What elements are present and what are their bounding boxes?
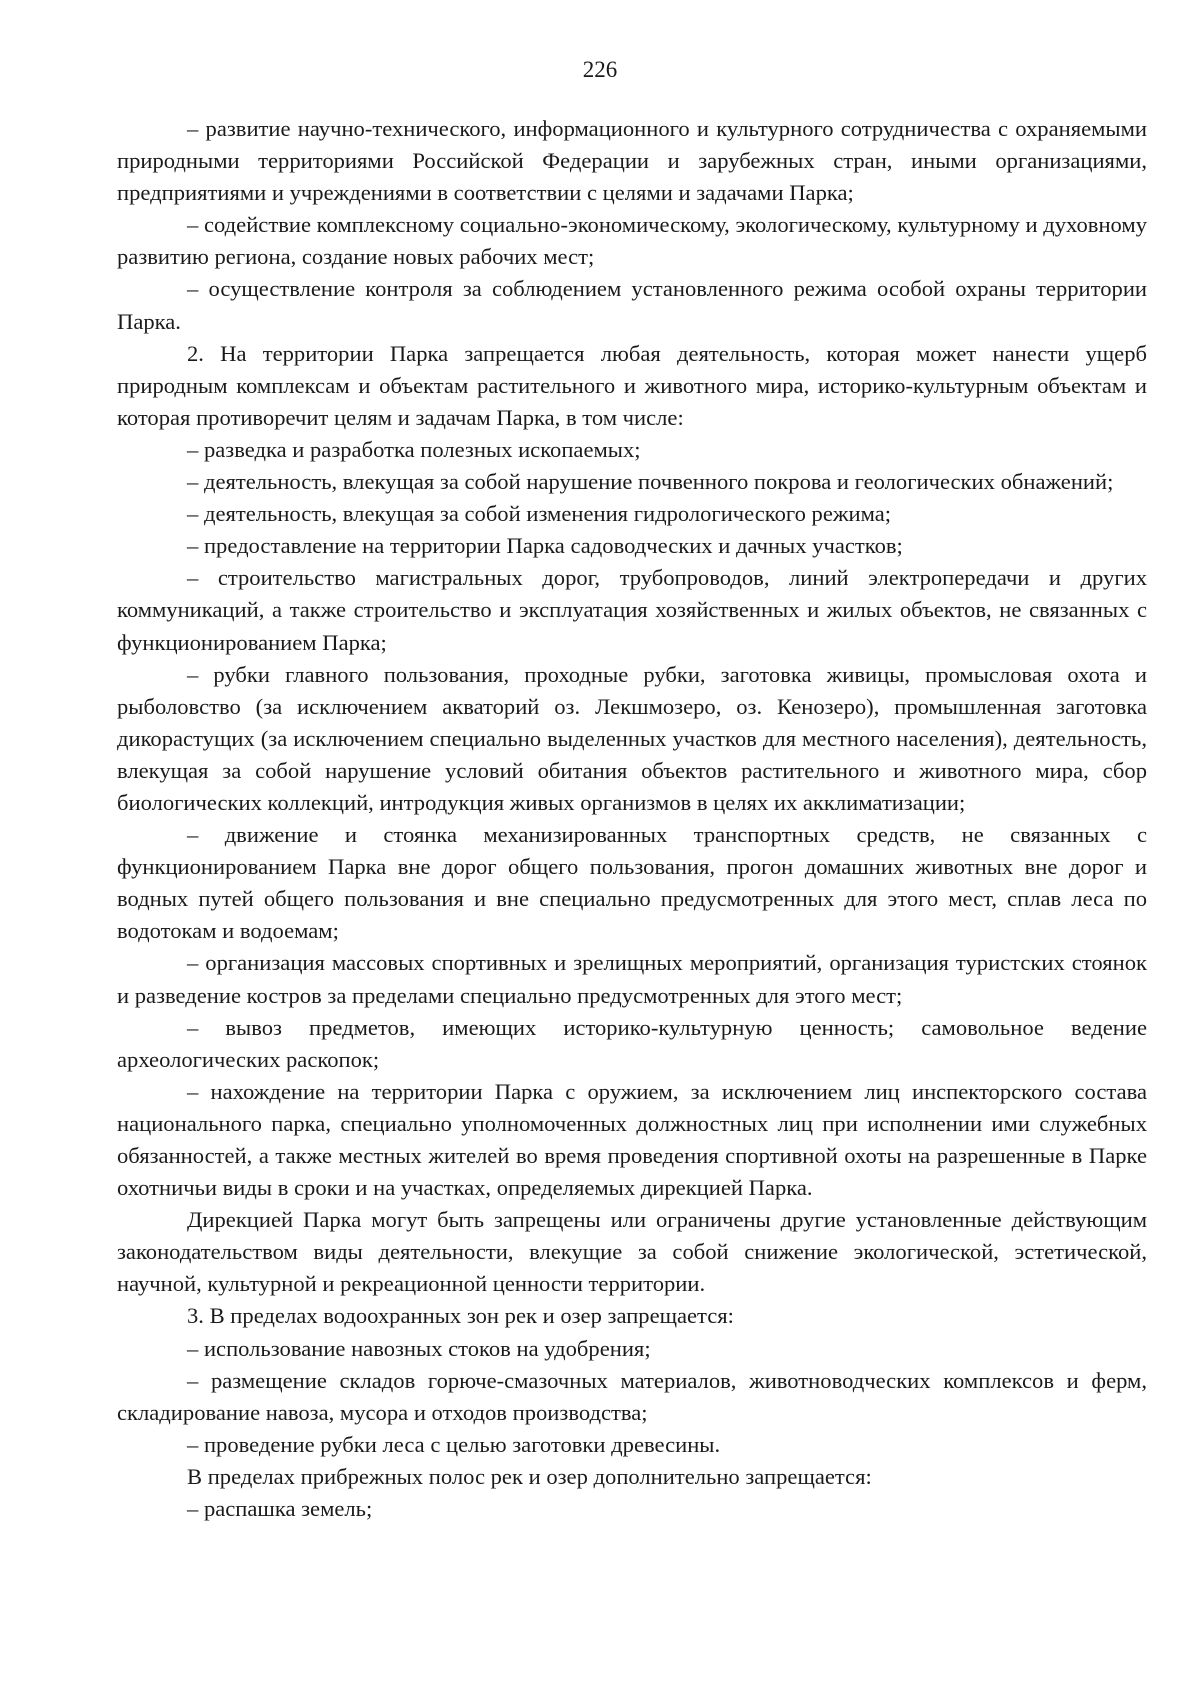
page-number: 226 [582,57,618,82]
paragraph: – деятельность, влекущая за собой нарушение почвенного покрова и геологических обнажений; [187,469,1114,495]
document-body [117,113,1147,1525]
paragraph: – проведение рубки леса с целью заготовки древесины. [187,1431,721,1457]
paragraph: – содействие комплексному социально-экономическому, экологическому, культурному и духовному развитию региона, создание новых рабочих мест; [117,212,1147,270]
paragraph: В пределах прибрежных полос рек и озер дополнительно запрещается: [187,1463,872,1489]
paragraph: – организация массовых спортивных и зрелищных мероприятий, организация туристских стоянок и разведение костров за пределами специально предусмотренных для этого мест; [117,950,1147,1008]
paragraph: – распашка земель; [187,1496,373,1522]
paragraph: 2. На территории Парка запрещается любая деятельность, которая может нанести ущерб природным комплексам и объектам растительного и животного мира, историко-культурным объектам и которая противоречит целям и задачам Парка, в том числе: [117,340,1147,430]
paragraph: – развитие научно-технического, информационного и культурного сотрудничества с охраняемыми природными территориями Российской Федерации и зарубежных стран, иными организациями, предприятиями и учреждениями в соответствии с целями и задачами Парка; [117,116,1147,206]
paragraph: – размещение складов горюче-смазочных материалов, животноводческих комплексов и ферм, складирование навоза, мусора и отходов производства; [117,1367,1147,1425]
paragraph: – использование навозных стоков на удобрения; [187,1335,651,1361]
paragraph: – разведка и разработка полезных ископаемых; [187,436,641,462]
paragraph: – предоставление на территории Парка садоводческих и дачных участков; [187,533,903,559]
paragraph: 3. В пределах водоохранных зон рек и озер запрещается: [187,1303,734,1329]
paragraph: Дирекцией Парка могут быть запрещены или ограничены другие установленные действующим законодательством виды деятельности, влекущие за собой снижение экологической, эстетической, научной, культурной и рекреационной ценности территории. [117,1207,1147,1297]
paragraph: – нахождение на территории Парка с оружием, за исключением лиц инспекторского состава национального парка, специально уполномоченных должностных лиц при исполнении ими служебных обязанностей, а также местных жителей во время проведения спортивной охоты на разрешенные в Парке охотничьи виды в сроки и на участках, определяемых дирекцией Парка. [117,1078,1147,1201]
paragraph: – движение и стоянка механизированных транспортных средств, не связанных с функционированием Парка вне дорог общего пользования, прогон домашних животных вне дорог и водных путей общего пользования и вне специально предусмотренных для этого мест, сплав леса по водотокам и водоемам; [117,822,1147,944]
paragraph: – вывоз предметов, имеющих историко-культурную ценность; самовольное ведение археологических раскопок; [117,1014,1147,1072]
paragraph: – осуществление контроля за соблюдением установленного режима особой охраны территории Парка. [117,276,1147,334]
paragraph: – строительство магистральных дорог, трубопроводов, линий электропередачи и других коммуникаций, а также строительство и эксплуатация хозяйственных и жилых объектов, не связанных с функционированием Парка; [117,565,1147,655]
paragraph: – рубки главного пользования, проходные рубки, заготовка живицы, промысловая охота и рыболовство (за исключением акваторий оз. Лекшмозеро, оз. Кенозеро), промышленная заготовка дикорастущих (за исключением специально выделенных участков для местного населения), деятельность, влекущая за собой нарушение условий обитания объектов растительного и животного мира, сбор биологических коллекций, интродукция живых организмов в целях их акклиматизации; [117,661,1147,815]
paragraph: – деятельность, влекущая за собой изменения гидрологического режима; [187,501,892,527]
